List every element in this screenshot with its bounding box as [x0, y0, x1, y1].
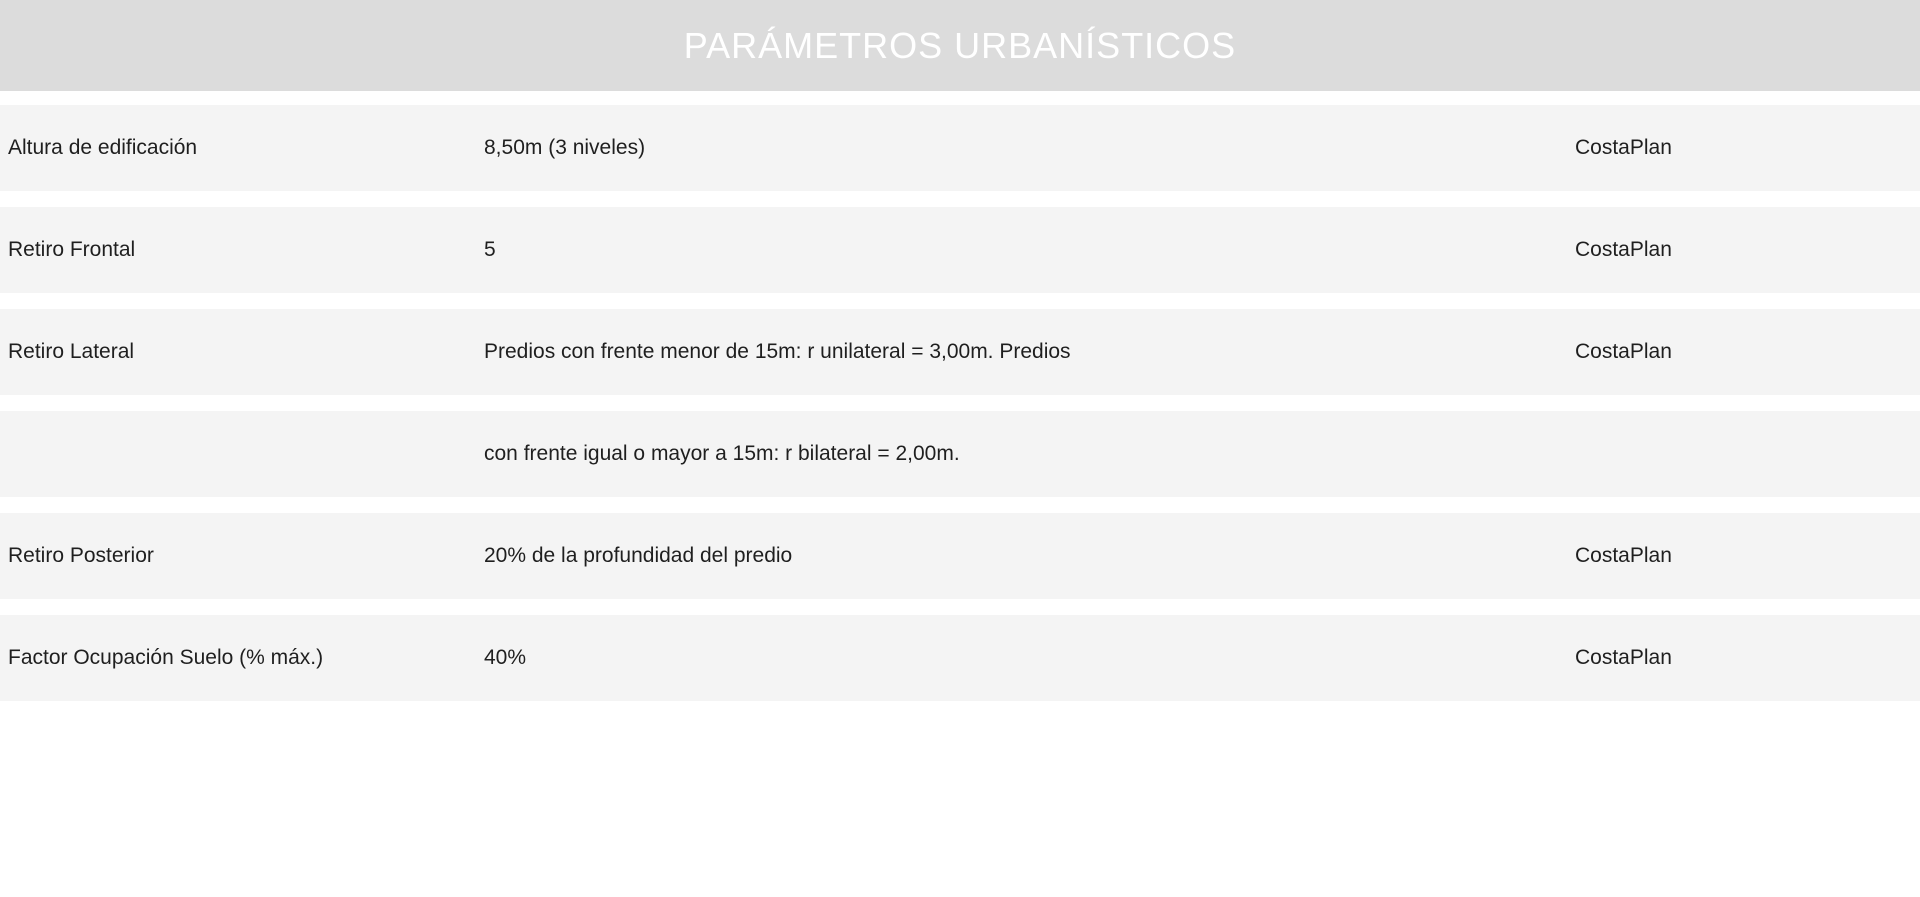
parameter-value: Predios con frente menor de 15m: r unilateral = 3,00m. Predios [484, 339, 1071, 363]
parameter-source [1575, 411, 1905, 497]
bottom-spacer [0, 717, 1920, 897]
table-row [0, 207, 1920, 293]
parameter-name: Factor Ocupación Suelo (% máx.) [8, 645, 324, 669]
table-row [0, 513, 1920, 599]
page-title: PARÁMETROS URBANÍSTICOS [683, 24, 1237, 66]
parameter-name: Retiro Frontal [8, 237, 136, 261]
parameter-value: 20% de la profundidad del predio [484, 543, 793, 567]
parameter-name [8, 411, 478, 497]
parameter-source: CostaPlan [1575, 339, 1672, 363]
parameter-source: CostaPlan [1575, 135, 1672, 159]
parameter-name: Altura de edificación [8, 135, 198, 159]
parameter-source: CostaPlan [1575, 645, 1672, 669]
parameter-value: 8,50m (3 niveles) [484, 135, 646, 159]
table-row [0, 105, 1920, 191]
table-row [0, 411, 1920, 497]
parameter-source: CostaPlan [1575, 543, 1672, 567]
document-header-band [0, 0, 1920, 91]
parameter-value: 5 [484, 237, 496, 261]
parameter-value: 40% [484, 645, 527, 669]
parameter-source: CostaPlan [1575, 237, 1672, 261]
table-row [0, 309, 1920, 395]
parameter-name: Retiro Lateral [8, 339, 135, 363]
table-row [0, 615, 1920, 701]
parameter-name: Retiro Posterior [8, 543, 154, 567]
parameter-value: con frente igual o mayor a 15m: r bilateral = 2,00m. [484, 441, 960, 465]
parameters-table [0, 105, 1920, 897]
